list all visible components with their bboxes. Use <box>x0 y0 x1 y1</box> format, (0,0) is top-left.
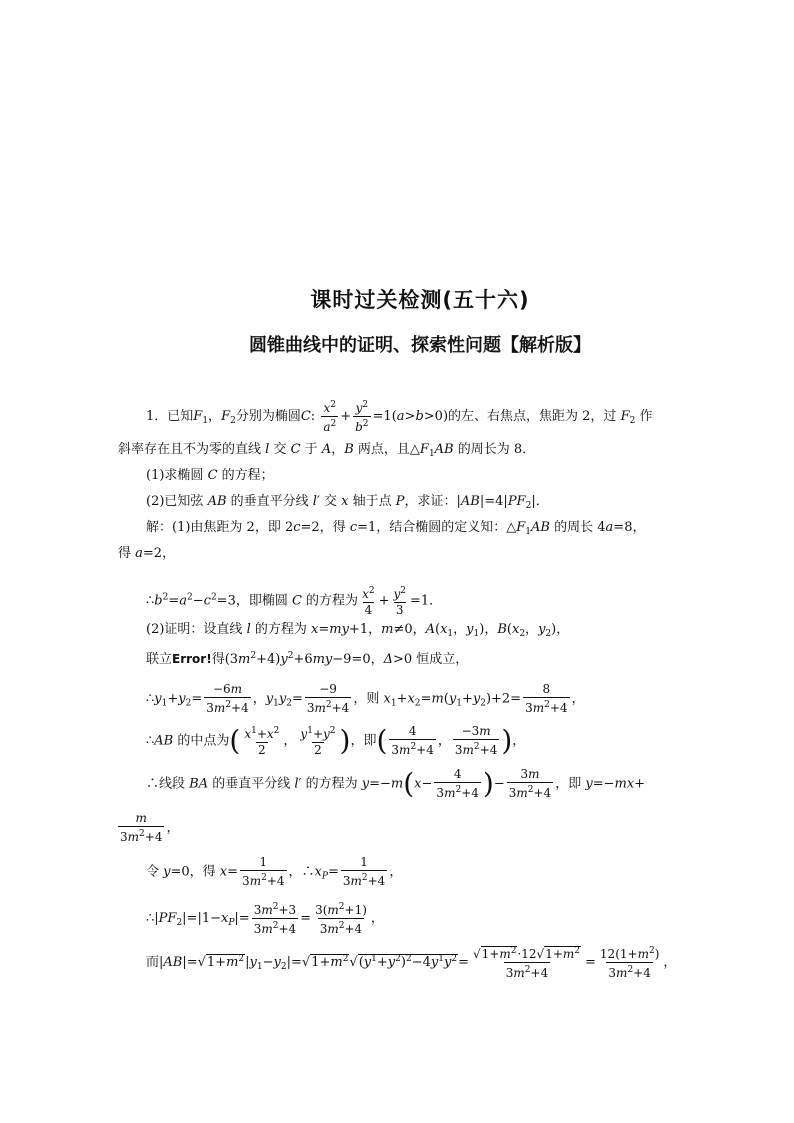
solution-line4: (2)证明：设直线 l 的方程为 x=my+1，m≠0，$A(x_1$，$y_1$)，$B(x_2$，$y_2$)， <box>146 622 570 639</box>
problem-part1: (1)求椭圆 C 的方程； <box>146 468 274 483</box>
solution-line7: ∴AB 的中点为( $\frac{x^1+x^2}{2}$ ， $\frac{y^1+y^2}{2}$ )，即( $\frac{4}{3m^2+4}$ ， $\frac{-3m}{3m^2+4}$ )， <box>146 724 526 757</box>
solution-line3: $\therefore b^2=a^2-c^2=3$，即椭圆 C 的方程为 $\frac{x^2}{4}$ + $\frac{y^2}{3}$ =1． <box>146 586 443 617</box>
page-subtitle: 圆锥曲线中的证明、探索性问题【解析版】 <box>249 335 591 356</box>
problem-part2: (2)已知弦 AB 的垂直平分线 l′ 交 x 轴于点 P，求证：$|AB|=4|PF_2|$． <box>146 494 549 511</box>
problem-stem-line1: 1．已知$F_1$，$F_2$分别为椭圆C: $\frac{x^2}{a^2}$ + $\frac{y^2}{b^2}$ =1(a>b>0)的左、右焦点，焦距为 2，过 $F_2$ 作 <box>146 400 653 434</box>
solution-line1: 解：(1)由焦距为 2，即 2c=2，得 c=1，结合椭圆的定义知：$\triangle F_1AB$ 的周长 4a=8， <box>146 520 646 537</box>
solution-line6: $\therefore y_1+y_2=$ $\frac{-6m}{3m^2+4}$ ，$y_1y_2=$ $\frac{-9}{3m^2+4}$ ，则 $x_1+x_2=m(y_1+y_2)+2=$ $\frac{8}{3m^2+4}$ ， <box>146 682 585 715</box>
solution-line5: 联立Error!得$(3m^2+4)y^2+6my-9=0$，Δ>0 恒成立， <box>146 651 469 667</box>
solution-line11: $\therefore|PF_2|=|1-x_P|=$ $\frac{3m^2+3}{3m^2+4}$ = $\frac{3(m^2+1)}{3m^2+4}$ ， <box>146 902 384 936</box>
solution-line8: ∴线段 BA 的垂直平分线 l′ 的方程为 y=−m(x− $\frac{4}{3m^2+4}$ )− $\frac{3m}{3m^2+4}$ ，即 y=−mx+ <box>146 767 646 800</box>
page-title: 课时过关检测(五十六) <box>310 288 530 312</box>
problem-stem-line2: 斜率存在且不为零的直线 l 交 C 于 A，B 两点，且$\triangle F_1AB$ 的周长为 8． <box>118 442 536 459</box>
solution-line9: $\frac{m}{3m^2+4}$ ， <box>120 811 180 844</box>
solution-line2: 得 a=2， <box>118 546 176 561</box>
solution-line12: 而$|AB|=√1+m^2|y_1-y_2|=√1+m^2√(y^1+y^2)^2-4y^1y^2=$ $\frac{√1+m^2\cdot 12√1+m^2}{3m^2+4}$ = $\frac{12(1+m^2)}{3m^2+4}$ ， <box>146 946 677 980</box>
solution-line10: 令 y=0，得 x= $\frac{1}{3m^2+4}$ ，$\therefore x_P=$ $\frac{1}{3m^2+4}$ ， <box>146 855 403 888</box>
